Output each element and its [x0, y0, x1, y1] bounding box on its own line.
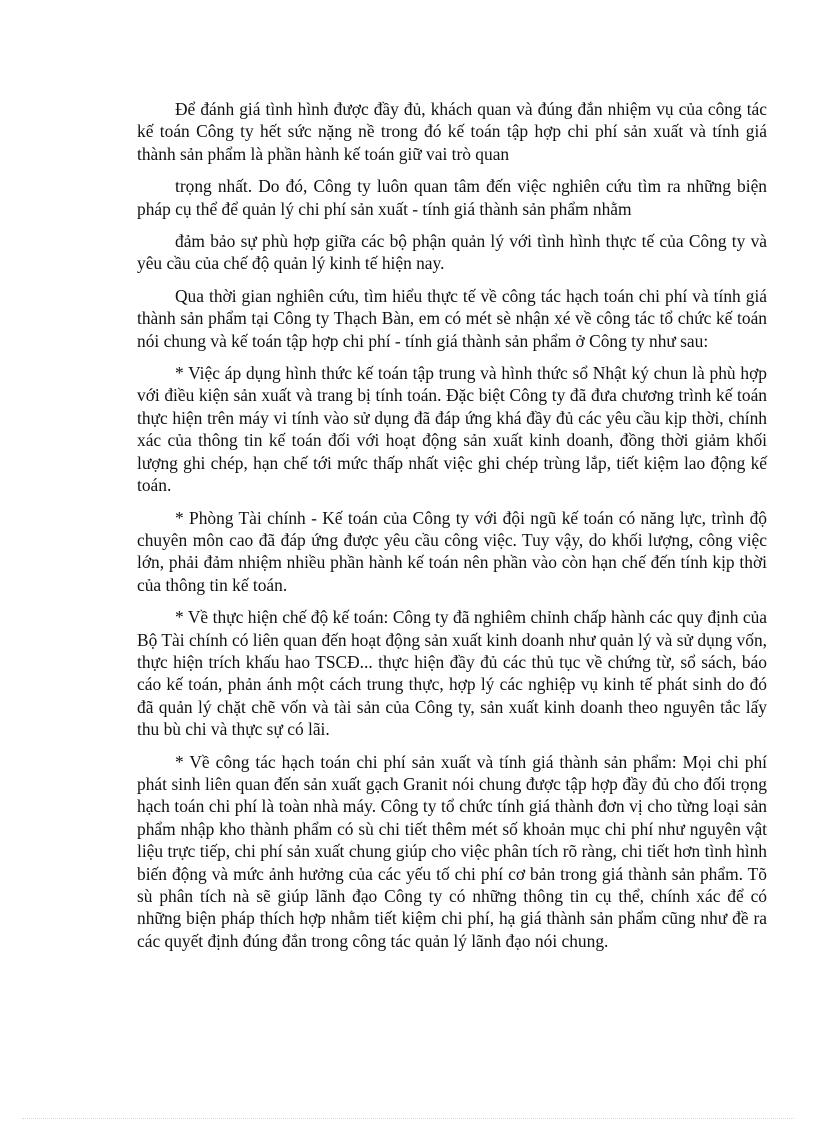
- paragraph-finance-department: * Phòng Tài chính - Kế toán của Công ty với đội ngũ kế toán có năng lực, trình độ chuyên môn cao đã đáp ứng được yêu cầu công việc. Tuy vậy, do khối lượng, công việc lớn, phải đảm nhiệm nhiều phần hành kế toán nên phần vào còn hạn chế đến tính kịp thời của thông tin kế toán.: [137, 507, 767, 595]
- paragraph-intro: Để đánh giá tình hình được đầy đủ, khách quan và đúng đắn nhiệm vụ của công tác kế toán Công ty hết sức nặng nề trong đó kế toán tập hợp chi phí sản xuất và tính giá thành sản phẩm là phần hành kế toán giữ vai trò quan: [137, 99, 767, 164]
- page-bottom-divider: [22, 1118, 794, 1119]
- paragraph-observations: Qua thời gian nghiên cứu, tìm hiểu thực tế về công tác hạch toán chi phí và tính giá thành sản phẩm tại Công ty Thạch Bàn, em có mét sè nhận xé về công tác tổ chức kế toán nói chung và kế toán tập hợp chi phí - tính giá thành sản phẩm ở Công ty như sau:: [137, 285, 767, 351]
- paragraph-suitability: đảm bảo sự phù hợp giữa các bộ phận quản lý với tình hình thực tế của Công ty và yêu cầu của chế độ quản lý kinh tế hiện nay.: [137, 231, 767, 274]
- paragraph-importance: trọng nhất. Do đó, Công ty luôn quan tâm đến việc nghiên cứu tìm ra những biện pháp cụ thể để quản lý chi phí sản xuất - tính giá thành sản phẩm nhằm: [137, 176, 767, 219]
- paragraph-bookkeeping-form: * Việc áp dụng hình thức kế toán tập trung và hình thức sổ Nhật ký chun là phù hợp với điều kiện sản xuất và trang bị tính toán. Đặc biệt Công ty đã đưa chương trình kế toán thực hiện trên máy vi tính vào sử dụng đã đáp ứng khá đầy đủ các yêu cầu kịp thời, chính xác của thông tin kế toán đối với hoạt động sản xuất kinh doanh, đồng thời giảm khối lượng ghi chép, hạn chế tới mức thấp nhất việc ghi chép trùng lắp, tiết kiệm lao động kế toán.: [137, 363, 767, 496]
- paragraph-accounting-regime: * Về thực hiện chế độ kế toán: Công ty đã nghiêm chỉnh chấp hành các quy định của Bộ Tài chính có liên quan đến hoạt động sản xuất kinh doanh như quản lý và sử dụng vốn, thực hiện trích khấu hao TSCĐ... thực hiện đầy đủ các thủ tục về chứng từ, sổ sách, báo cáo kế toán, phản ánh một cách trung thực, hợp lý các nghiệp vụ kinh tế phát sinh do đó đã quản lý chặt chẽ vốn và tài sản của Công ty, sản xuất kinh doanh theo nguyên tắc lấy thu bù chi và thực sự có lãi.: [137, 607, 767, 740]
- document-page: [137, 98, 767, 962]
- paragraph-cost-accounting: * Về công tác hạch toán chi phí sản xuất và tính giá thành sản phẩm: Mọi chi phí phát sinh liên quan đến sản xuất gạch Granit nói chung được tập hợp đầy đủ cho đối trọng hạch toán chi phí là toàn nhà máy. Công ty tổ chức tính giá thành đơn vị cho từng loại sản phẩm nhập kho thành phẩm có sù chi tiết thêm mét số khoản mục chi phí như nguyên vật liệu trực tiếp, chi phí sản xuất chung giúp cho việc phân tích rõ ràng, chi tiết hơn tình hình biến động và mức ảnh hưởng của các yếu tố chi phí cơ bản trong giá thành sản phẩm. Tõ sù phân tích nà sẽ giúp lãnh đạo Công ty có những thông tin cụ thể, chính xác để có những biện pháp thích hợp nhằm tiết kiệm chi phí, hạ giá thành sản phẩm cũng như đề ra các quyết định đúng đắn trong công tác quản lý lãnh đạo nói chung.: [137, 751, 767, 951]
